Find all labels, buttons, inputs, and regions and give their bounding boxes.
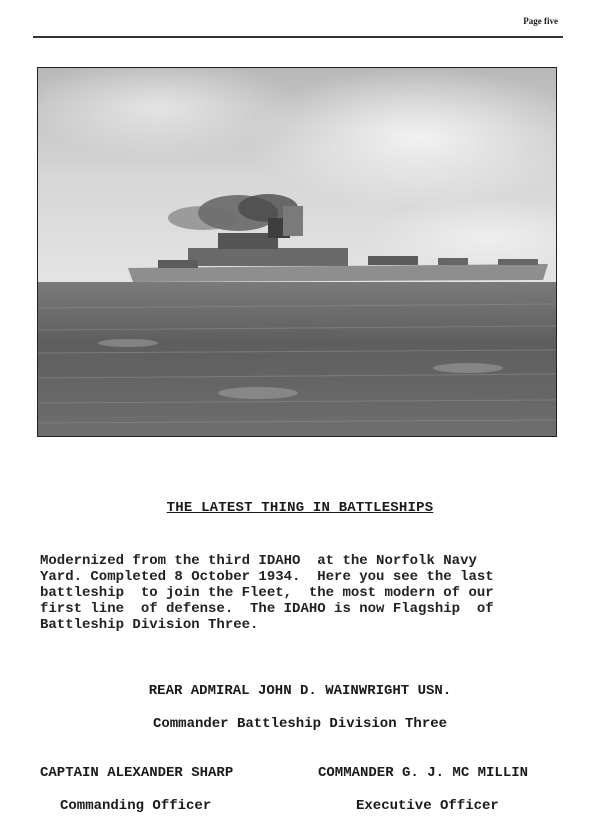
admiral-name: REAR ADMIRAL JOHN D. WAINWRIGHT USN. [148, 683, 452, 699]
captain-name: CAPTAIN ALEXANDER SHARP [40, 765, 234, 781]
body-line: Battleship Division Three. [40, 617, 259, 633]
body-line: battleship to join the Fleet, the most modern of our [40, 585, 494, 601]
admiral-title: Commander Battleship Division Three [152, 716, 448, 732]
article-body [40, 553, 560, 633]
commander-name: COMMANDER G. J. MC MILLIN [318, 765, 529, 781]
battleship-photo [37, 67, 557, 437]
body-line: Yard. Completed 8 October 1934. Here you see the last [40, 569, 494, 585]
commander-title: Executive Officer [356, 798, 499, 814]
header-rule [33, 36, 563, 38]
captain-title: Commanding Officer [60, 798, 212, 814]
page-number: Page five [523, 16, 558, 26]
body-line: first line of defense. The IDAHO is now Flagship of [40, 601, 494, 617]
body-line: Modernized from the third IDAHO at the Norfolk Navy [40, 553, 477, 569]
article-title: THE LATEST THING IN BATTLESHIPS [166, 500, 434, 516]
